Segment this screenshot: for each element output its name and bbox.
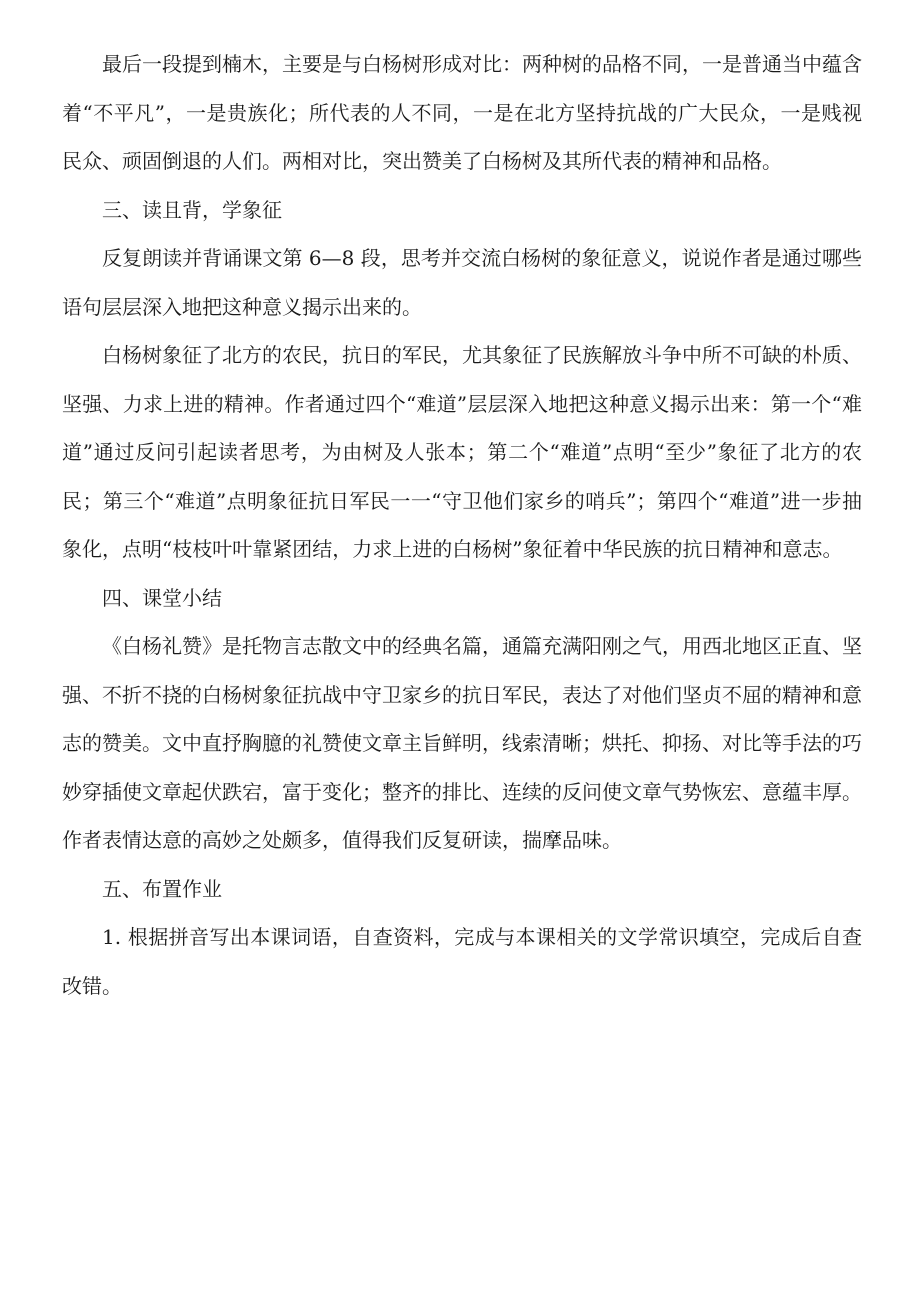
- paragraph-contrast-nanmu: 最后一段提到楠木，主要是与白杨树形成对比：两种树的品格不同，一是普通当中蕴含着“不平凡”，一是贵族化；所代表的人不同，一是在北方坚持抗战的广大民众，一是贱视民众、顽固倒退的人们。两相对比，突出赞美了白杨树及其所代表的精神和品格。: [62, 52, 862, 173]
- section-heading-5: 五、布置作业: [102, 876, 222, 901]
- paragraph-symbolism: 白杨树象征了北方的农民，抗日的军民，尤其象征了民族解放斗争中所不可缺的朴质、坚强、力求上进的精神。作者通过四个“难道”层层深入地把这种意义揭示出来：第一个“难道”通过反问引起读者思考，为由树及人张本；第二个“难道”点明“至少”象征了北方的农民；第三个“难道”点明象征抗日军民一一“守卫他们家乡的哨兵”；第四个“难道”进一步抽象化，点明“枝枝叶叶靠紧团结，力求上进的白杨树”象征着中华民族的抗日精神和意志。: [62, 343, 862, 561]
- paragraph-homework-1: 1. 根据拼音写出本课词语，自查资料，完成与本课相关的文学常识填空，完成后自查改错。: [62, 925, 862, 998]
- section-heading-4: 四、课堂小结: [102, 585, 222, 610]
- document-page: [62, 40, 862, 1010]
- section-heading-3: 三、读且背，学象征: [102, 197, 282, 222]
- paragraph-reading-task: 反复朗读并背诵课文第 6—8 段，思考并交流白杨树的象征意义，说说作者是通过哪些语句层层深入地把这种意义揭示出来的。: [62, 246, 862, 319]
- paragraph-summary: 《白杨礼赞》是托物言志散文中的经典名篇，通篇充满阳刚之气，用西北地区正直、坚强、不折不挠的白杨树象征抗战中守卫家乡的抗日军民，表达了对他们坚贞不屈的精神和意志的赞美。文中直抒胸臆的礼赞使文章主旨鲜明，线索清晰；烘托、抑扬、对比等手法的巧妙穿插使文章起伏跌宕，富于变化；整齐的排比、连续的反问使文章气势恢宏、意蕴丰厚。作者表情达意的高妙之处颇多，值得我们反复研读，揣摩品味。: [62, 634, 862, 852]
